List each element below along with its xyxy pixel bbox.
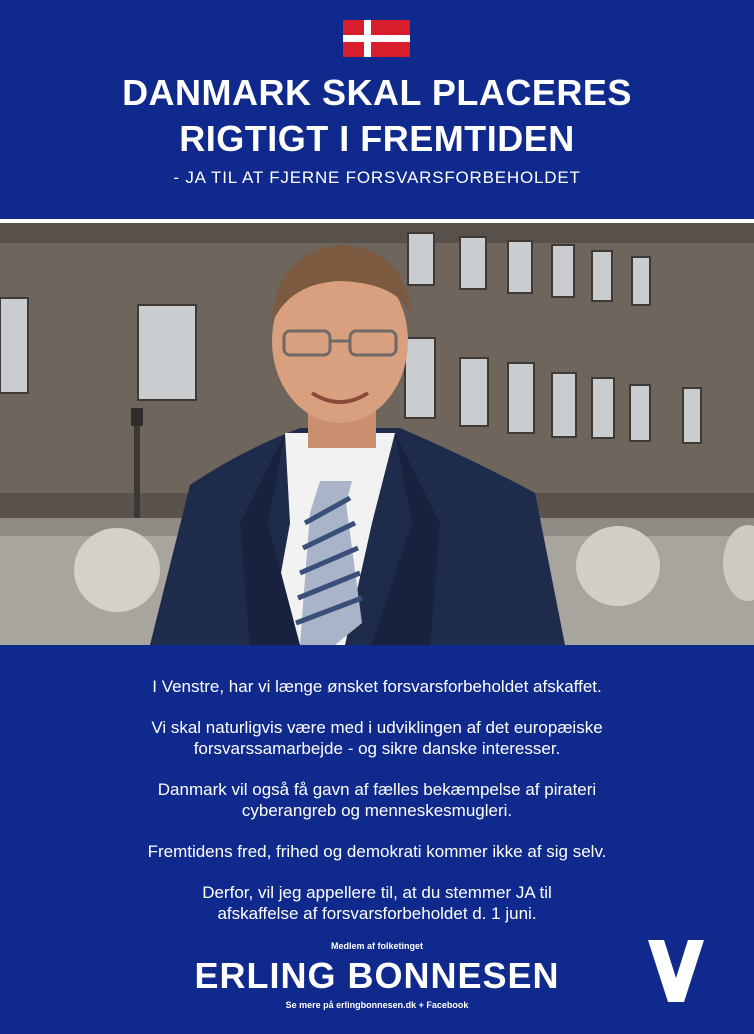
paragraph-5: [0, 882, 754, 924]
headline-line-1: DANMARK SKAL PLACERES: [122, 72, 632, 113]
headline-line-2: RIGTIGT I FREMTIDEN: [179, 118, 575, 159]
portrait-illustration: [0, 223, 754, 645]
paragraph-1-line-1: I Venstre, har vi længe ønsket forsvarsforbeholdet afskaffet.: [152, 677, 602, 696]
venstre-logo-icon: [648, 940, 704, 1002]
candidate-name: ERLING BONNESEN: [194, 955, 560, 996]
paragraph-5-line-2: afskaffelse af forsvarsforbeholdet d. 1 juni.: [217, 904, 537, 923]
headline: [0, 70, 754, 162]
paragraph-2: [0, 717, 754, 759]
paragraph-2-line-2: forsvarssamarbejde - og sikre danske interesser.: [193, 739, 561, 758]
paragraph-3-line-1: Danmark vil også få gavn af fælles bekæmpelse af pirateri: [157, 780, 597, 799]
paragraph-4: [0, 841, 754, 862]
paragraph-3-line-2: cyberangreb og menneskesmugleri.: [241, 801, 513, 820]
member-label: Medlem af folketinget: [330, 941, 423, 951]
paragraph-3: [0, 779, 754, 821]
portrait-photo: [0, 223, 754, 645]
header: [0, 0, 754, 218]
paragraph-2-line-1: Vi skal naturligvis være med i udviklingen af det europæiske: [151, 718, 603, 737]
paragraph-1: [0, 676, 754, 697]
paragraph-5-line-1: Derfor, vil jeg appellere til, at du stemmer JA til: [202, 883, 552, 902]
subtitle: - JA TIL AT FJERNE FORSVARSFORBEHOLDET: [173, 168, 581, 187]
danish-flag-icon: [343, 20, 410, 57]
paragraph-4-line-1: Fremtidens fred, frihed og demokrati kommer ikke af sig selv.: [147, 842, 607, 861]
body-text: [0, 676, 754, 944]
more-info-link[interactable]: Se mere på erlingbonnesen.dk + Facebook: [285, 1000, 469, 1010]
